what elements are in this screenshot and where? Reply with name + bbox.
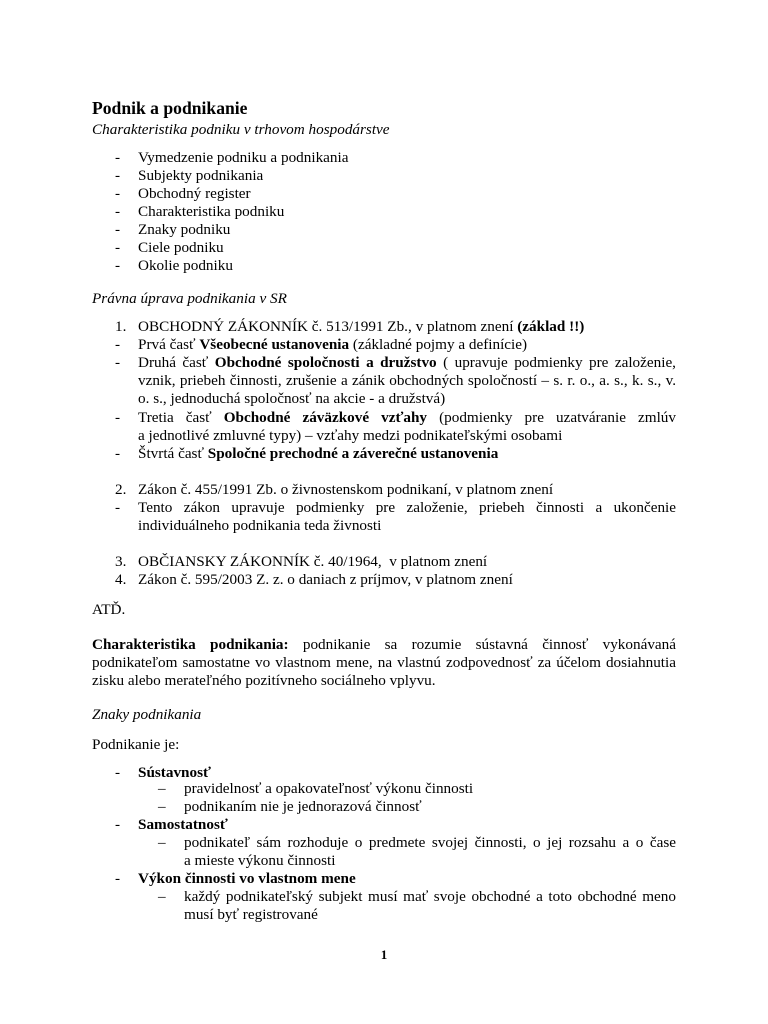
list-item-text: Ciele podniku [138, 239, 224, 256]
text-line: a jednotlivé zmluvné typy) – vzťahy medzi podnikateľskými osobami [138, 427, 563, 444]
code-part-text [138, 336, 676, 354]
law-item [92, 318, 676, 336]
list-dash: - [115, 185, 121, 202]
list-dash: - [115, 336, 121, 353]
text-line: individuálneho podnikania teda živnosti [138, 517, 382, 534]
code-part-text [138, 354, 676, 408]
page-title: Podnik a podnikanie [92, 98, 248, 118]
list-dash: - [115, 239, 121, 256]
list-item [92, 203, 676, 221]
feature-name: Samostatnosť [138, 816, 228, 833]
law-text [138, 318, 676, 336]
text-line: podnikateľom samostatne vo vlastnom mene, na vlastnú zodpovednosť za účelom dosiahnutia [92, 654, 676, 671]
topics-list [92, 149, 676, 275]
list-number: 4. [115, 571, 127, 588]
code-part-text [138, 409, 676, 445]
part-label: Tretia časť [138, 409, 224, 426]
code-part-text [138, 445, 676, 463]
law-note: (základ !!) [517, 318, 585, 335]
list-dash: - [115, 354, 121, 371]
list-number: 2. [115, 481, 127, 498]
list-dash: - [115, 409, 121, 426]
feature-point [92, 834, 676, 870]
part-label: Štvrtá časť [138, 445, 208, 462]
sublist-dash: – [158, 888, 166, 905]
feature-point-text: pravidelnosť a opakovateľnosť výkonu činnosti [184, 780, 474, 797]
feature-item [92, 870, 676, 888]
feature-name: Výkon činnosti vo vlastnom mene [138, 870, 356, 887]
list-item [92, 149, 676, 167]
part-description: ( upravuje podmienky pre založenie, [436, 354, 676, 371]
definition-text: podnikanie sa rozumie sústavná činnosť vykonávaná [288, 636, 676, 653]
sublist-dash: – [158, 780, 166, 797]
list-item [92, 257, 676, 275]
list-dash: - [115, 149, 121, 166]
list-item-text: Subjekty podnikania [138, 167, 264, 184]
list-number: 1. [115, 318, 127, 335]
law-item [92, 481, 676, 499]
features-heading: Znaky podnikania [92, 706, 202, 723]
law-note-text [138, 499, 676, 535]
law-title: OBCHODNÝ ZÁKONNÍK č. 513/1991 Zb., v platnom znení [138, 318, 518, 335]
text-line: každý podnikateľský subjekt musí mať svoje obchodné a toto obchodné meno [184, 888, 676, 905]
feature-point [92, 798, 676, 816]
text-line: Tento zákon upravuje podmienky pre založenie, priebeh činnosti a ukončenie [138, 499, 676, 516]
list-item-text: Okolie podniku [138, 257, 233, 274]
list-dash: - [115, 816, 121, 833]
features-intro: Podnikanie je: [92, 736, 180, 753]
part-label: Prvá časť [138, 336, 200, 353]
list-dash: - [115, 257, 121, 274]
list-number: 3. [115, 553, 127, 570]
list-item [92, 221, 676, 239]
feature-name: Sústavnosť [138, 764, 211, 781]
list-dash: - [115, 499, 121, 516]
list-dash: - [115, 764, 121, 781]
page-number: 1 [380, 947, 388, 962]
list-dash: - [115, 870, 121, 887]
part-name: Spoločné prechodné a záverečné ustanovenia [207, 445, 499, 462]
text-line: podnikateľ sám rozhoduje o predmete svojej činnosti, o jej rozsahu a o čase [184, 834, 676, 851]
etc-text: ATĎ. [92, 601, 126, 618]
law-item [92, 553, 676, 571]
part-name: Všeobecné ustanovenia [199, 336, 350, 353]
list-item [92, 167, 676, 185]
part-description: (základné pojmy a definície) [349, 336, 528, 353]
list-item-text: Znaky podniku [138, 221, 231, 238]
text-line [138, 354, 676, 372]
list-item [92, 185, 676, 203]
list-item [92, 239, 676, 257]
law-item [92, 571, 676, 589]
text-line [138, 409, 676, 427]
text-line [92, 636, 676, 654]
list-dash: - [115, 445, 121, 462]
feature-point-text: podnikaním nie je jednorazová činnosť [184, 798, 422, 815]
law-note-item [92, 499, 676, 535]
law-title: OBČIANSKY ZÁKONNÍK č. 40/1964, v platnom znení [138, 553, 488, 570]
part-label: Druhá časť [138, 354, 215, 371]
list-dash: - [115, 167, 121, 184]
list-item-text: Charakteristika podniku [138, 203, 285, 220]
law-title: Zákon č. 455/1991 Zb. o živnostenskom podnikaní, v platnom znení [138, 481, 554, 498]
code-part-item [92, 409, 676, 445]
feature-point [92, 888, 676, 924]
text-line: musí byť registrované [184, 906, 318, 923]
text-line: a mieste výkonu činnosti [184, 852, 336, 869]
text-line: vznik, priebeh činnosti, zrušenie a zánik obchodných spoločností – s. r. o., a. s., k. s., v. [138, 372, 676, 389]
list-item-text: Obchodný register [138, 185, 251, 202]
law-title: Zákon č. 595/2003 Z. z. o daniach z príjmov, v platnom znení [138, 571, 513, 588]
code-part-item [92, 354, 676, 408]
list-dash: - [115, 221, 121, 238]
definition-term: Charakteristika podnikania: [92, 636, 289, 653]
list-item-text: Vymedzenie podniku a podnikania [138, 149, 349, 166]
sublist-dash: – [158, 798, 166, 815]
legal-section-heading: Právna úprava podnikania v SR [92, 290, 287, 307]
sublist-dash: – [158, 834, 166, 851]
feature-point-text [184, 888, 676, 924]
part-name: Obchodné záväzkové vzťahy [223, 409, 428, 426]
feature-item [92, 816, 676, 834]
part-name: Obchodné spoločnosti a družstvo [214, 354, 437, 371]
feature-point-text [184, 834, 676, 870]
code-part-item [92, 445, 676, 463]
section-subtitle: Charakteristika podniku v trhovom hospodárstve [92, 121, 390, 138]
part-description: (podmienky pre uzatváranie zmlúv [427, 409, 676, 426]
definition-paragraph [92, 636, 676, 690]
code-part-item [92, 336, 676, 354]
feature-point [92, 780, 676, 798]
text-line: o. s., jednoduchá spoločnosť na akcie - a družstvá) [138, 390, 446, 407]
text-line: zisku alebo merateľného pozitívneho sociálneho vplyvu. [92, 672, 436, 689]
list-dash: - [115, 203, 121, 220]
